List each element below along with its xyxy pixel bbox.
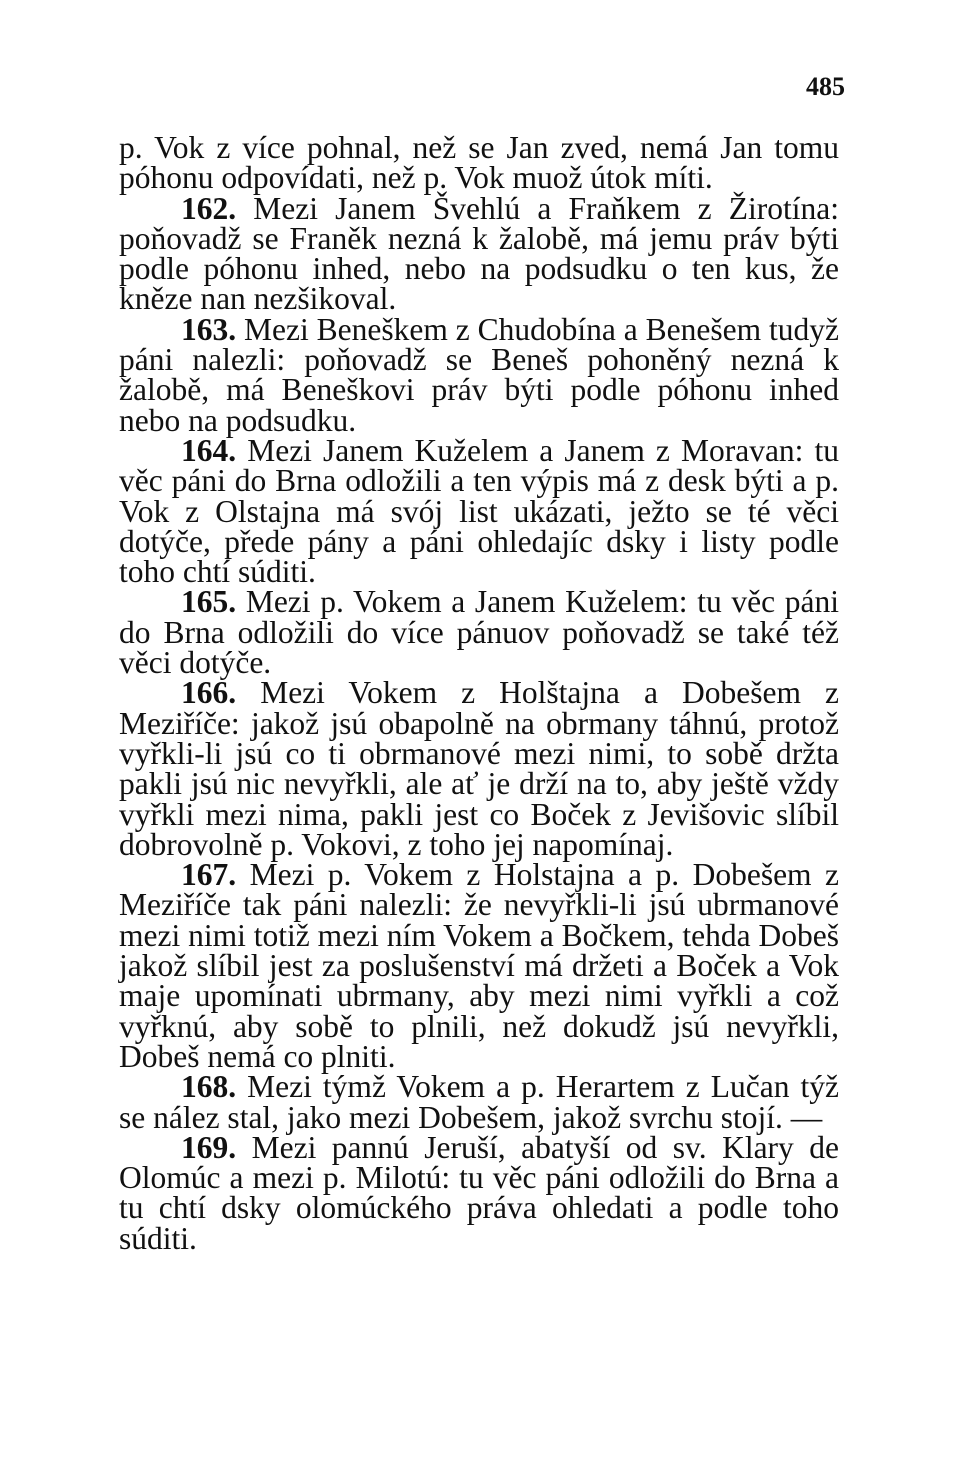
paragraph-164 (119, 432, 839, 590)
paragraph-text: Mezi p. Vokem z Holstajna a p. Dobešem z Meziříče tak páni nalezli: že nevyřkli-li jsú ubrmanové mezi nimi totiž mezi ním Vokem a Bočkem, tehda Dobeš jakož slíbil jest za poslušenství má držeti a Boček a Vok maje upomínati ubrmany, aby mezi nimi vyřkli a což vyřknú, aby sobě to plnili, než dokudž jsú nevyřkli, Dobeš nemá co plniti. (119, 857, 840, 1074)
paragraph-text: Mezi Janem Švehlú a Fraňkem z Žirotína: poňovadž se Franěk nezná k žalobě, má jemu práv býti podle póhonu inhed, nebo na podsudku o ten kus, že kněze nan nezšikoval. (119, 190, 840, 317)
paragraph-number: 164. (181, 432, 237, 468)
paragraph-number: 165. (181, 584, 237, 620)
paragraph-text: Mezi p. Vokem a Janem Kuželem: tu věc páni do Brna odložili do více pánuov poňovadž se také též věci dotýče. (119, 584, 839, 681)
paragraph-166 (119, 675, 839, 862)
paragraph-text: Mezi týmž Vokem a p. Herartem z Lučan týž se nález stal, jako mezi Dobešem, jakož svrchu stojí. — (119, 1069, 839, 1135)
paragraph-number: 168. (181, 1069, 237, 1105)
paragraph-text: Mezi Janem Kuželem a Janem z Moravan: tu věc páni do Brna odložili a ten výpis má z desk býti a p. Vok z Olstajna má svój list ukázati, ježto se té věci dotýče, přede pány a páni ohledajíc dsky i listy podle toho chtí súditi. (119, 432, 839, 590)
paragraph-161-continuation (119, 130, 839, 196)
paragraph-number: 169. (181, 1129, 237, 1165)
paragraph-162 (119, 190, 840, 317)
paragraph-text: Mezi pannú Jeruší, abatyší od sv. Klary de Olomúc a mezi p. Milotú: tu věc páni odložili do Brna a tu chtí dsky olomúckého práva ohledati a podle toho súditi. (119, 1129, 840, 1256)
text-body (119, 130, 840, 1256)
paragraph-168 (119, 1069, 839, 1135)
paragraph-text: Mezi Beneškem z Chudobína a Benešem tudyž páni nalezli: poňovadž se Beneš pohoněný nezná k žalobě, má Beneškovi práv býti podle póhonu inhed nebo na podsudku. (119, 311, 840, 438)
page-number: 485 (806, 72, 845, 101)
paragraph-number: 167. (181, 857, 237, 893)
paragraph-text: Mezi Vokem z Holštajna a Dobešem z Meziříče: jakož jsú obapolně na obrmany táhnú, protož vyřkli-li jsú co ti obrmanové mezi nimi, to sobě držta pakli jsú nic nevyřkli, ale ať je drží na to, aby ještě vždy vyřkli mezi nima, pakli jest co Boček z Jevišovic slíbil dobrovolně p. Vokovi, z toho jej napomínaj. (119, 675, 839, 862)
paragraph-number: 166. (181, 675, 237, 711)
paragraph-163 (119, 311, 840, 438)
paragraph-number: 163. (181, 311, 237, 347)
paragraph-text: p. Vok z více pohnal, než se Jan zved, nemá Jan tomu póhonu odpovídati, než p. Vok muož útok míti. (119, 130, 839, 196)
paragraph-167 (119, 857, 840, 1074)
paragraph-number: 162. (181, 190, 237, 226)
paragraph-169 (119, 1129, 840, 1256)
paragraph-165 (119, 584, 839, 681)
